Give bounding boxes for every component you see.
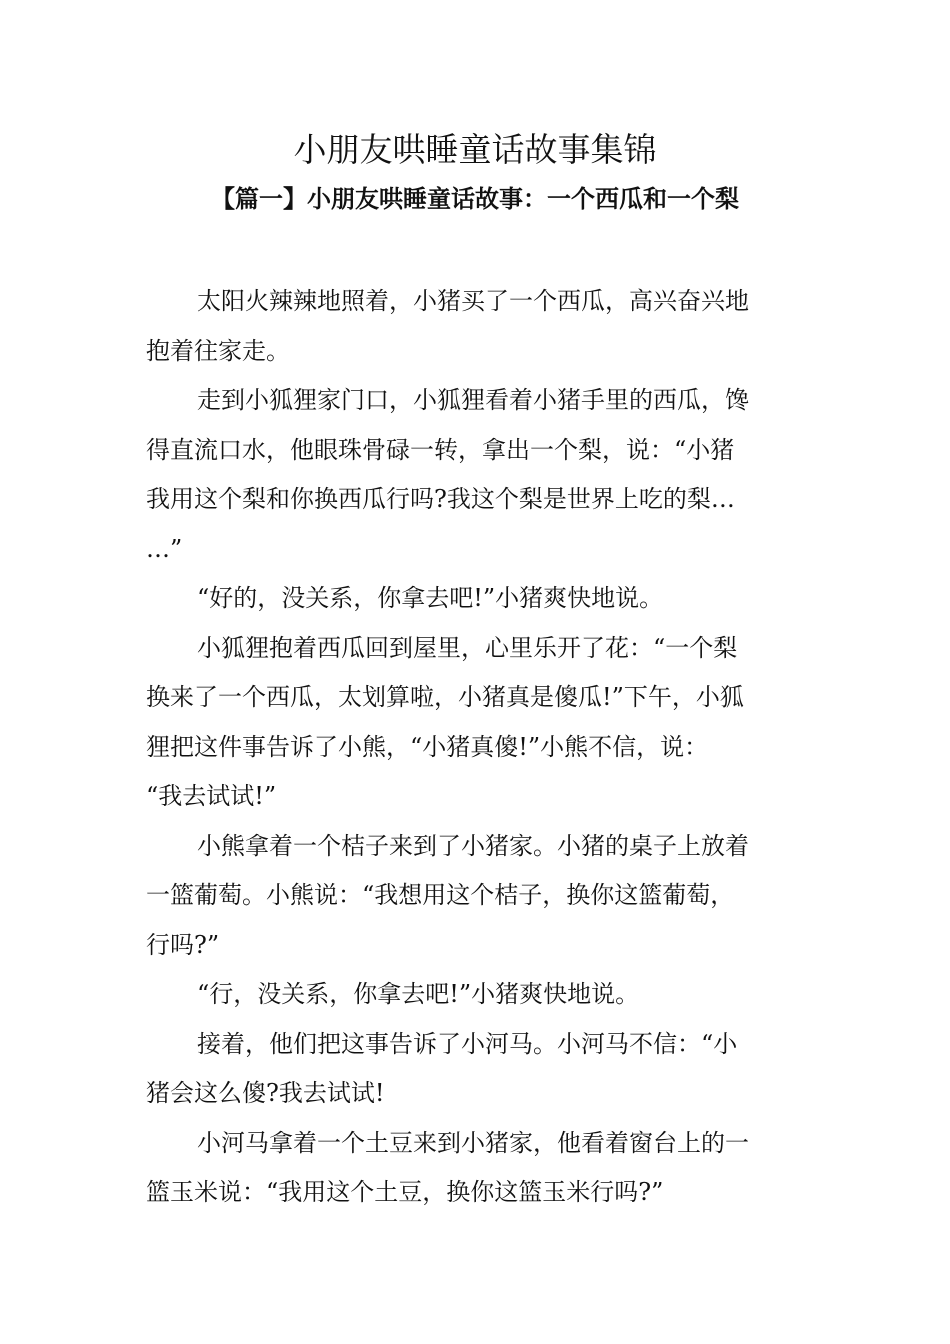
text-line: 小狐狸抱着西瓜回到屋里，心里乐开了花：“一个梨: [197, 633, 738, 662]
text-line: 太阳火辣辣地照着，小猪买了一个西瓜，高兴奋兴地: [197, 287, 749, 315]
text-line: “行，没关系，你拿去吧!”小猪爽快地说。: [197, 980, 640, 1008]
text-line: 行吗?”: [146, 930, 220, 959]
text-line: …”: [146, 534, 183, 563]
text-line: 一篮葡萄。小熊说：“我想用这个桔子，换你这篮葡萄，: [146, 881, 735, 909]
text-line: 篮玉米说：“我用这个土豆，换你这篮玉米行吗?”: [146, 1178, 664, 1206]
text-line: 猪会这么傻?我去试试!: [146, 1079, 385, 1107]
document-subtitle: 【篇一】小朋友哄睡童话故事：一个西瓜和一个梨: [211, 184, 739, 213]
text-line: 我用这个梨和你换西瓜行吗?我这个梨是世界上吃的梨…: [146, 485, 735, 513]
text-line: 走到小狐狸家门口，小狐狸看着小猪手里的西瓜，馋: [197, 386, 749, 414]
text-line: 接着，他们把这事告诉了小河马。小河马不信：“小: [197, 1029, 738, 1058]
text-line: 小河马拿着一个土豆来到小猪家，他看着窗台上的一: [197, 1128, 749, 1157]
text-line: 狸把这件事告诉了小熊，“小猪真傻!”小熊不信，说：: [146, 732, 709, 761]
text-line: 得直流口水，他眼珠骨碌一转，拿出一个梨，说：“小猪: [146, 435, 735, 464]
document-title: 小朋友哄睡童话故事集锦: [293, 130, 657, 169]
text-line: 换来了一个西瓜，太划算啦，小猪真是傻瓜!”下午，小狐: [146, 683, 744, 711]
text-line: “好的，没关系，你拿去吧!”小猪爽快地说。: [197, 584, 664, 612]
text-line: “我去试试!”: [146, 782, 277, 810]
story-body: [146, 277, 806, 1218]
text-line: 抱着往家走。: [146, 336, 290, 365]
text-line: 小熊拿着一个桔子来到了小猪家。小猪的桌子上放着: [197, 831, 749, 860]
